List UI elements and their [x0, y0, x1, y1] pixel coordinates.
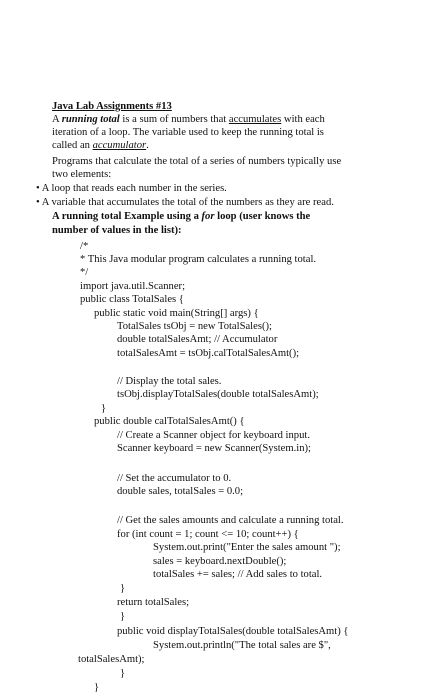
code-line: */ [80, 267, 89, 278]
code-line: // Display the total sales. [117, 376, 222, 387]
intro-text: with each [281, 114, 325, 125]
code-line: } [120, 611, 126, 622]
code-line: totalSalesAmt); [78, 654, 145, 665]
code-line: } [101, 403, 107, 414]
code-line: /* [80, 241, 89, 252]
code-line: } [94, 682, 100, 693]
code-line: double totalSalesAmt; // Accumulator [117, 334, 278, 345]
code-line: totalSalesAmt = tsObj.calTotalSalesAmt(); [117, 348, 300, 359]
intro-line-2: iteration of a loop. The variable used to keep the running total is [52, 127, 324, 138]
bullet-symbol: • [36, 183, 40, 194]
code-line: for (int count = 1; count <= 10; count++) { [117, 529, 299, 540]
intro-text: . [146, 140, 149, 151]
intro-text: is a sum of numbers that [119, 114, 229, 125]
accumulator-term: accumulator [92, 140, 147, 151]
code-line: System.out.println("The total sales are $", [153, 640, 331, 651]
code-line: // Create a Scanner object for keyboard input. [117, 430, 310, 441]
page-title: Java Lab Assignments #13 [52, 101, 172, 112]
example-heading-line-2: number of values in the list): [52, 225, 182, 236]
running-total-term: running total [61, 114, 120, 125]
code-line: } [120, 583, 126, 594]
code-line: totalSales += sales; // Add sales to total. [153, 569, 323, 580]
intro-line-5: two elements: [52, 169, 112, 180]
for-keyword: for [201, 211, 215, 222]
code-line: } [120, 668, 126, 679]
bullet-text: A loop that reads each number in the series. [41, 183, 227, 194]
code-line: import java.util.Scanner; [80, 281, 186, 292]
example-heading [52, 210, 310, 223]
intro-line-3 [52, 139, 149, 152]
bullet-item [36, 182, 227, 195]
code-line: * This Java modular program calculates a running total. [80, 254, 317, 265]
intro-line-1 [52, 113, 325, 126]
intro-text: called an [52, 140, 93, 151]
code-line: // Get the sales amounts and calculate a running total. [117, 515, 344, 526]
intro-line-4: Programs that calculate the total of a series of numbers typically use [52, 156, 342, 167]
code-line: return totalSales; [117, 597, 190, 608]
code-line: double sales, totalSales = 0.0; [117, 486, 244, 497]
example-heading-text: A running total Example using a [52, 211, 202, 222]
code-line: sales = keyboard.nextDouble(); [153, 556, 287, 567]
example-heading-text: loop (user knows the [214, 211, 311, 222]
bullet-item [36, 196, 334, 209]
code-line: Scanner keyboard = new Scanner(System.in); [117, 443, 311, 454]
accumulates-term: accumulates [228, 114, 282, 125]
bullet-symbol: • [36, 197, 40, 208]
code-line: TotalSales tsObj = new TotalSales(); [117, 321, 272, 332]
code-line: public double calTotalSalesAmt() { [94, 416, 245, 427]
code-line: System.out.print("Enter the sales amount "); [153, 542, 341, 553]
code-line: public void displayTotalSales(double totalSalesAmt) { [117, 626, 349, 637]
code-line: public static void main(String[] args) { [94, 308, 259, 319]
bullet-text: A variable that accumulates the total of the numbers as they are read. [41, 197, 334, 208]
code-line: public class TotalSales { [80, 294, 184, 305]
intro-text: A [52, 114, 62, 125]
code-line: tsObj.displayTotalSales(double totalSalesAmt); [117, 389, 319, 400]
code-line: // Set the accumulator to 0. [117, 473, 232, 484]
